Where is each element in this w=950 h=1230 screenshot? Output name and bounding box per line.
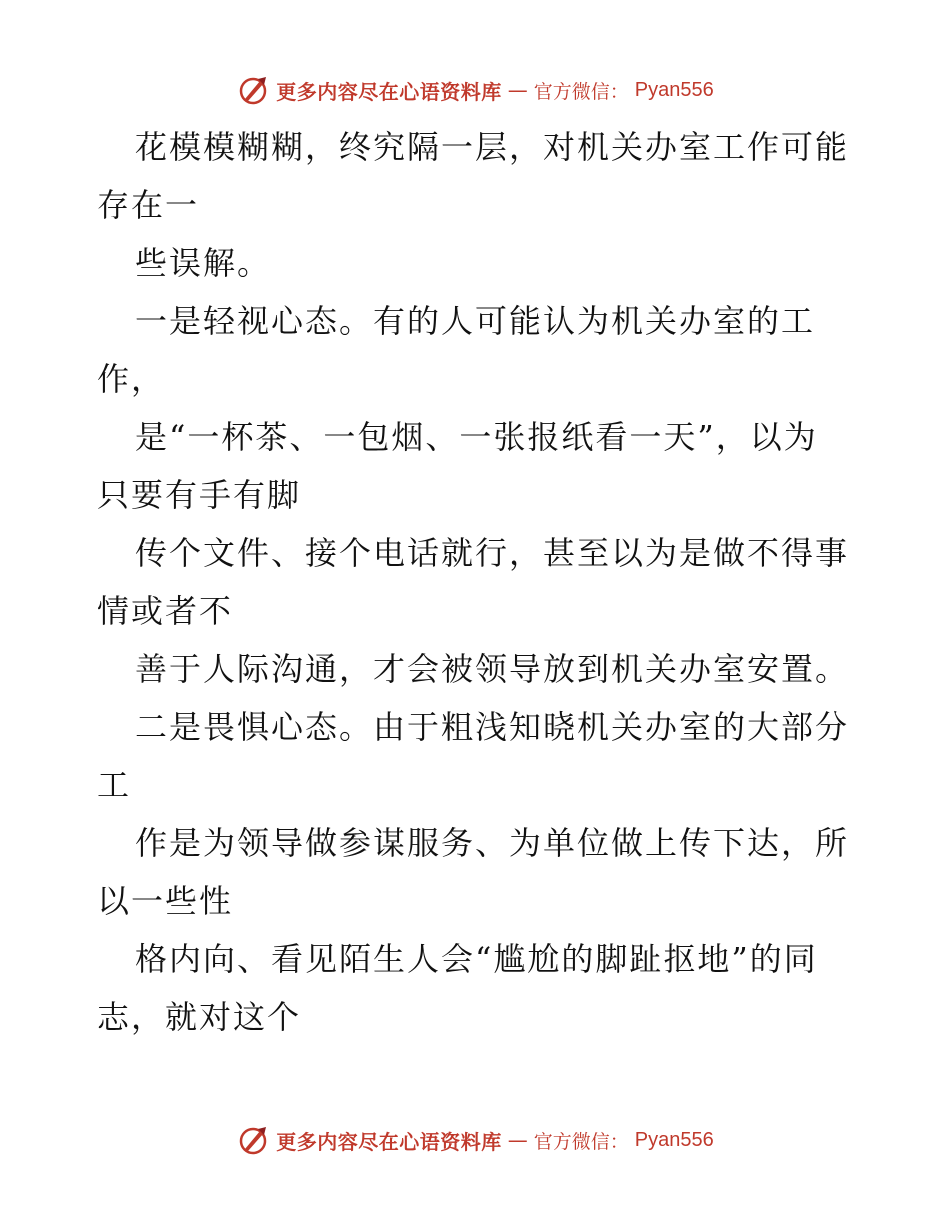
body-line: 只要有手有脚 <box>97 476 302 514</box>
body-line: 些误解。 <box>135 244 272 282</box>
footer-wechat-label: 官方微信： <box>533 1130 629 1153</box>
header-wechat-label: 官方微信： <box>533 80 629 103</box>
footer-dash: — <box>507 1128 528 1152</box>
document-body <box>97 118 857 1046</box>
body-line: 志，就对这个 <box>97 998 302 1036</box>
header-title: 更多内容尽在心语资料库 <box>276 79 502 104</box>
body-line: 情或者不 <box>97 592 234 630</box>
body-line: 作是为领导做参谋服务、为单位做上传下达，所 <box>135 824 850 862</box>
header-banner <box>0 70 950 110</box>
body-line: 存在一 <box>97 186 200 224</box>
body-line: 花模模糊糊，终究隔一层，对机关办室工作可能 <box>135 128 850 166</box>
footer-wechat-id: Pyan556 <box>634 1128 714 1151</box>
body-line: 二是畏惧心态。由于粗浅知晓机关办室的大部分 <box>135 708 850 746</box>
body-line: 工 <box>97 766 132 804</box>
body-line: 一是轻视心态。有的人可能认为机关办室的工 <box>135 302 816 340</box>
quill-pen-circle-icon <box>236 1123 270 1157</box>
footer-banner <box>0 1120 950 1160</box>
body-line: 传个文件、接个电话就行，甚至以为是做不得事 <box>135 534 850 572</box>
body-line: 以一些性 <box>97 882 234 920</box>
body-line: 善于人际沟通，才会被领导放到机关办室安置。 <box>135 650 850 688</box>
header-dash: — <box>507 78 528 102</box>
body-line: 格内向、看见陌生人会“尴尬的脚趾抠地”的同 <box>135 940 818 978</box>
header-wechat-id: Pyan556 <box>634 78 714 101</box>
body-line: 是“一杯茶、一包烟、一张报纸看一天”，以为 <box>135 418 818 456</box>
quill-pen-circle-icon <box>236 73 270 107</box>
body-line: 作， <box>97 360 166 398</box>
footer-title: 更多内容尽在心语资料库 <box>276 1129 502 1154</box>
